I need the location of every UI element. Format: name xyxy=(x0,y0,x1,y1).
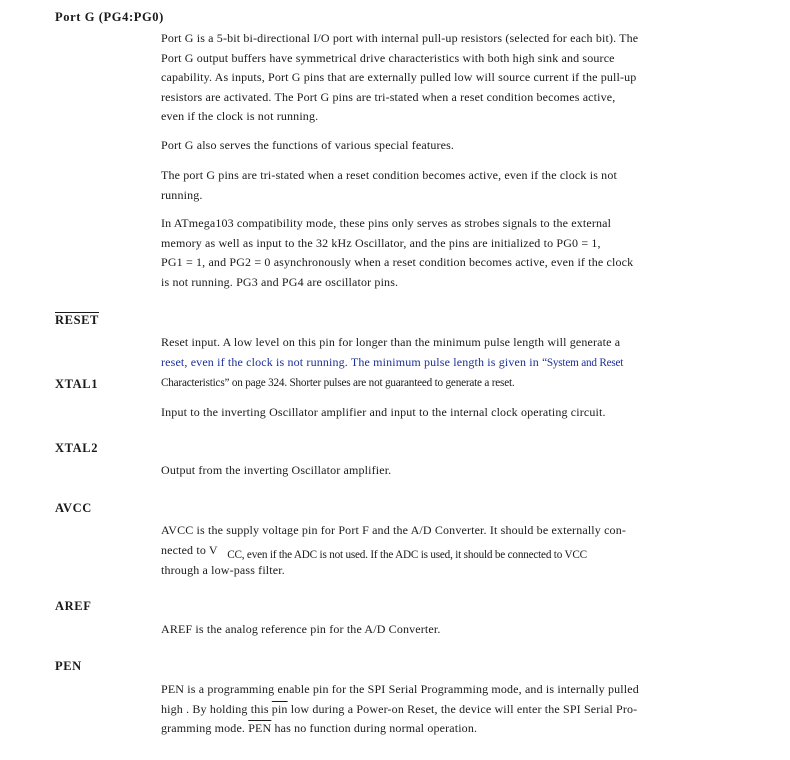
port-g-paragraph-2 xyxy=(161,136,454,156)
text-line xyxy=(161,541,626,562)
text-line: Port G also serves the functions of various special features. xyxy=(161,138,455,152)
avcc-heading: AVCC xyxy=(55,501,92,515)
text-line: Input to the inverting Oscillator amplifier and input to the internal clock operating circuit. xyxy=(161,405,606,419)
text-segment: reset, even if the clock is not running. The minimum pulse length is given in xyxy=(161,354,543,369)
overlined-text: $\overline{pin}$ xyxy=(271,701,288,716)
text-line: Reset input. A low level on this pin for longer than the minimum pulse length will generate a xyxy=(161,335,621,349)
text-line: The port G pins are tri-stated when a reset condition becomes active, even if the clock is not xyxy=(161,168,617,182)
cross-reference-link[interactable]: Characteristics” on page 324. xyxy=(161,377,287,390)
text-segment: , even if the ADC is not used. If the ADC is used, it should be connected to VCC xyxy=(241,548,587,561)
pen-description xyxy=(161,680,639,739)
text-segment: high . By holding this xyxy=(161,701,272,716)
overlined-text: $\overline{PEN}$ xyxy=(248,721,272,736)
text-segment: low during a Power-on Reset, the device will enter the SPI Serial Pro- xyxy=(287,701,638,716)
text-segment: gramming mode. xyxy=(161,721,249,736)
text-line: Port G is a 5-bit bi-directional I/O port with internal pull-up resistors (selected for each bit). The xyxy=(161,31,639,45)
text-line xyxy=(161,353,623,374)
text-line: memory as well as input to the 32 kHz Oscillator, and the pins are initialized to PG0 = 1, xyxy=(161,235,601,250)
aref-heading: AREF xyxy=(55,599,92,613)
text-segment: Shorter pulses are not guaranteed to generate a reset. xyxy=(286,377,515,390)
text-line: PG1 = 1, and PG2 = 0 asynchronously when a reset condition becomes active, even if the clock xyxy=(161,255,634,270)
text-line: is not running. PG3 and PG4 are oscillator pins. xyxy=(161,274,399,289)
text-line: AVCC is the supply voltage pin for Port F and the A/D Converter. It should be externally con- xyxy=(161,523,627,537)
text-segment: nected to V xyxy=(161,542,218,557)
text-line xyxy=(161,700,639,720)
text-line: resistors are activated. The Port G pins are tri-stated when a reset condition becomes active, xyxy=(161,89,616,104)
text-line xyxy=(161,719,639,739)
reset-heading: RESET xyxy=(55,313,99,327)
text-line: Output from the inverting Oscillator amplifier. xyxy=(161,463,392,477)
avcc-description xyxy=(161,521,626,581)
aref-description xyxy=(161,620,441,640)
text-line: Port G output buffers have symmetrical drive characteristics with both high sink and source xyxy=(161,50,615,65)
xtal2-heading: XTAL2 xyxy=(55,441,99,455)
text-line xyxy=(161,373,623,394)
subscript-text: CC xyxy=(227,548,242,561)
text-line: even if the clock is not running. xyxy=(161,109,319,124)
xtal2-description xyxy=(161,461,391,481)
text-line: running. xyxy=(161,187,203,202)
reset-description xyxy=(161,333,623,394)
pen-heading: PEN xyxy=(55,659,82,673)
text-line: In ATmega103 compatibility mode, these pins only serves as strobes signals to the external xyxy=(161,216,612,230)
text-line: PEN is a programming enable pin for the SPI Serial Programming mode, and is internally pulled xyxy=(161,682,639,696)
text-segment: has no function during normal operation. xyxy=(271,721,478,736)
port-g-heading: Port G (PG4:PG0) xyxy=(55,10,164,24)
text-line: AREF is the analog reference pin for the A/D Converter. xyxy=(161,622,441,636)
cross-reference-link[interactable]: “System and Reset xyxy=(542,356,624,369)
text-line: capability. As inputs, Port G pins that are externally pulled low will source current if the pull-up xyxy=(161,70,637,85)
text-line: through a low-pass filter. xyxy=(161,563,285,578)
xtal1-description xyxy=(161,403,606,423)
port-g-paragraph-1 xyxy=(161,29,638,127)
port-g-paragraph-4 xyxy=(161,214,633,292)
xtal1-heading: XTAL1 xyxy=(55,377,99,391)
port-g-paragraph-3 xyxy=(161,166,617,205)
